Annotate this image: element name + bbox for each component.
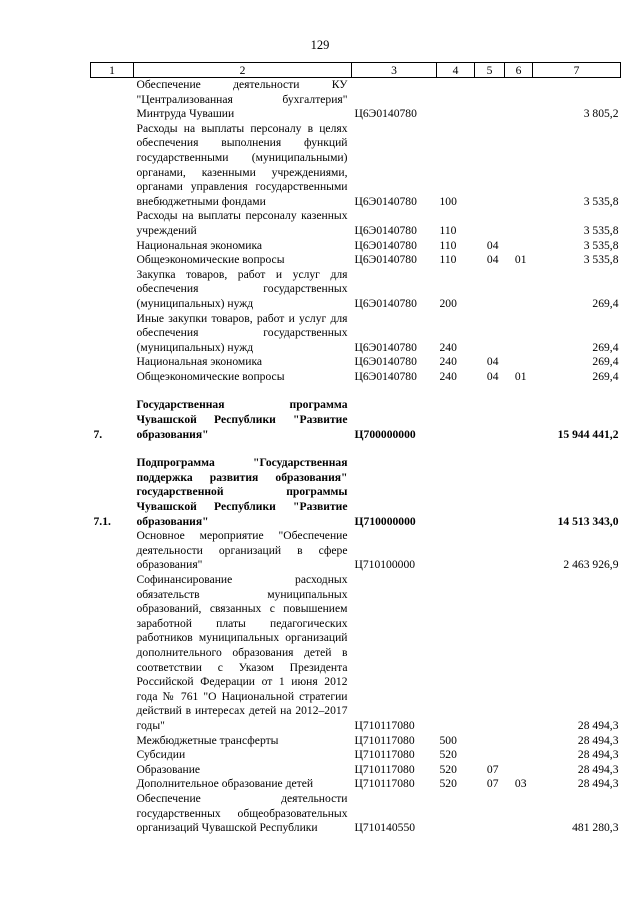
spacer-row	[91, 384, 621, 398]
section: 07	[486, 762, 499, 776]
row-number	[91, 78, 134, 122]
expense-type: 240	[439, 355, 457, 369]
column-header-name: 2	[134, 63, 352, 78]
budget-table	[90, 62, 621, 836]
target-code: Ц6Э0140780	[354, 369, 417, 383]
amount: 28 494,3	[577, 777, 619, 791]
target-code: Ц710117080	[354, 718, 415, 732]
subsection	[505, 239, 533, 254]
row-name: Национальная экономика	[136, 238, 263, 252]
amount: 269,4	[592, 369, 619, 383]
subsection	[505, 398, 533, 442]
section	[475, 456, 505, 529]
expense-type: 520	[439, 748, 457, 762]
table-row	[91, 239, 621, 254]
row-number	[91, 763, 134, 778]
section	[475, 209, 505, 238]
table-row	[91, 122, 621, 210]
table-row	[91, 370, 621, 385]
row-name: Закупка товаров, работ и услуг для обеспечения государственных (муниципальных) нужд	[136, 267, 348, 310]
row-name: Образование	[136, 762, 201, 776]
expense-type: 110	[439, 223, 457, 237]
expense-type: 110	[439, 238, 457, 252]
row-number	[91, 529, 134, 573]
table-row	[91, 792, 621, 836]
amount: 3 535,8	[583, 238, 619, 252]
section: 04	[486, 253, 499, 267]
amount: 3 535,8	[583, 194, 619, 208]
subsection	[505, 209, 533, 238]
row-number	[91, 355, 134, 370]
row-number: 7.	[93, 427, 103, 441]
target-code: Ц6Э0140780	[354, 107, 417, 121]
row-name: Национальная экономика	[136, 355, 263, 369]
section	[475, 573, 505, 734]
row-number: 7.1.	[93, 514, 111, 528]
row-number	[91, 122, 134, 210]
expense-type: 200	[439, 296, 457, 310]
section	[475, 792, 505, 836]
section	[475, 734, 505, 749]
target-code: Ц6Э0140780	[354, 253, 417, 267]
amount: 15 944 441,2	[557, 427, 619, 441]
subsection	[505, 122, 533, 210]
row-number	[91, 239, 134, 254]
expense-type	[437, 573, 475, 734]
subsection	[505, 573, 533, 734]
row-name: Расходы на выплаты персоналу казенных учреждений	[136, 209, 348, 237]
subsection	[505, 456, 533, 529]
row-name: Обеспечение деятельности государственных общеобразовательных организаций Чувашской Республики	[136, 791, 348, 835]
expense-type	[437, 398, 475, 442]
spacer-cell	[91, 384, 621, 398]
target-code: Ц6Э0140780	[354, 296, 417, 310]
row-number	[91, 777, 134, 792]
column-header-section: 5	[475, 63, 505, 78]
row-number	[91, 268, 134, 312]
column-header-number: 1	[91, 63, 134, 78]
table-row	[91, 456, 621, 529]
subsection	[505, 734, 533, 749]
amount: 481 280,3	[572, 821, 619, 835]
subsection	[505, 763, 533, 778]
amount: 2 463 926,9	[563, 558, 619, 572]
table-row	[91, 777, 621, 792]
page-number: 129	[310, 38, 330, 52]
target-code: Ц710100000	[354, 558, 416, 572]
amount: 28 494,3	[577, 733, 619, 747]
section	[475, 78, 505, 122]
amount: 28 494,3	[577, 762, 619, 776]
subsection: 01	[514, 369, 527, 383]
section	[475, 312, 505, 356]
amount: 28 494,3	[577, 718, 619, 732]
row-number	[91, 253, 134, 268]
expense-type: 500	[439, 733, 457, 747]
subsection	[505, 529, 533, 573]
spacer-row	[91, 442, 621, 456]
table-row	[91, 763, 621, 778]
subsection	[505, 792, 533, 836]
table-row	[91, 734, 621, 749]
table-row	[91, 209, 621, 238]
table-row	[91, 748, 621, 763]
expense-type	[437, 792, 475, 836]
row-name: Общеэкономические вопросы	[136, 253, 285, 267]
expense-type: 100	[439, 194, 457, 208]
amount: 269,4	[592, 355, 619, 369]
section	[475, 268, 505, 312]
table-row	[91, 253, 621, 268]
expense-type: 520	[439, 762, 457, 776]
subsection	[505, 78, 533, 122]
table-row	[91, 529, 621, 573]
section: 04	[486, 369, 499, 383]
column-header-subsection: 6	[505, 63, 533, 78]
target-code: Ц710117080	[354, 777, 415, 791]
row-name: Межбюджетные трансферты	[136, 733, 279, 747]
amount: 269,4	[592, 340, 619, 354]
subsection: 01	[514, 253, 527, 267]
target-code: Ц6Э0140780	[354, 355, 417, 369]
expense-type	[437, 456, 475, 529]
subsection	[505, 355, 533, 370]
section	[475, 748, 505, 763]
target-code: Ц6Э0140780	[354, 340, 417, 354]
expense-type: 520	[439, 777, 457, 791]
target-code: Ц710117080	[354, 748, 415, 762]
section	[475, 529, 505, 573]
target-code: Ц710140550	[354, 821, 416, 835]
column-header-row	[91, 63, 621, 78]
amount: 3 535,8	[583, 223, 619, 237]
section	[475, 398, 505, 442]
section: 04	[486, 355, 499, 369]
column-header-expense-type: 4	[437, 63, 475, 78]
section: 07	[486, 777, 499, 791]
row-number	[91, 734, 134, 749]
target-code: Ц700000000	[354, 427, 416, 441]
row-number	[91, 792, 134, 836]
expense-type: 240	[439, 340, 457, 354]
row-name: Расходы на выплаты персоналу в целях обеспечения выполнения функций государственными (муниципальными) органами, казенными учреждениями, органами управления государственными внебюджетными фондами	[136, 121, 348, 208]
column-header-amount: 7	[533, 63, 621, 78]
section	[475, 122, 505, 210]
row-name: Подпрограмма "Государственная поддержка развития образования" государственной программы Чувашской Республики "Развитие образования"	[136, 456, 348, 528]
table-row	[91, 355, 621, 370]
row-name: Основное мероприятие "Обеспечение деятельности организаций в сфере образования"	[136, 529, 348, 572]
subsection	[505, 312, 533, 356]
row-name: Общеэкономические вопросы	[136, 369, 285, 383]
section: 04	[486, 238, 499, 252]
amount: 3 535,8	[583, 253, 619, 267]
expense-type	[437, 529, 475, 573]
subsection	[505, 268, 533, 312]
spacer-cell	[91, 442, 621, 456]
row-name: Обеспечение деятельности КУ "Централизованная бухгалтерия" Минтруда Чувашии	[136, 78, 348, 121]
row-name: Субсидии	[136, 748, 186, 762]
table-row	[91, 398, 621, 442]
amount: 269,4	[592, 296, 619, 310]
table-body	[91, 78, 621, 836]
row-number	[91, 573, 134, 734]
table-row	[91, 312, 621, 356]
table-row	[91, 268, 621, 312]
subsection	[505, 748, 533, 763]
amount: 14 513 343,0	[557, 514, 619, 528]
row-name: Государственная программа Чувашской Республики "Развитие образования"	[136, 398, 348, 441]
table-row	[91, 573, 621, 734]
target-code: Ц6Э0140780	[354, 238, 417, 252]
row-name: Дополнительное образование детей	[136, 777, 314, 791]
row-name: Иные закупки товаров, работ и услуг для обеспечения государственных (муниципальных) нужд	[136, 311, 348, 354]
target-code: Ц710117080	[354, 762, 415, 776]
row-number	[91, 370, 134, 385]
column-header-target-code: 3	[352, 63, 437, 78]
row-number	[91, 209, 134, 238]
row-number	[91, 312, 134, 356]
target-code: Ц6Э0140780	[354, 223, 417, 237]
subsection: 03	[514, 777, 527, 791]
target-code: Ц710000000	[354, 514, 416, 528]
row-number	[91, 748, 134, 763]
amount: 3 805,2	[583, 107, 619, 121]
expense-type: 240	[439, 369, 457, 383]
row-name: Софинансирование расходных обязательств муниципальных образований, связанных с повышением заработной платы педагогических работников муниципальных организаций дополнительного образования детей в соответствии с Указом Президента Российской Федерации от 1 июня 2012 года № 761 "О Национальной стратегии действий в интересах детей на 2012–2017 годы"	[136, 573, 348, 732]
target-code: Ц710117080	[354, 733, 415, 747]
table-row	[91, 78, 621, 122]
expense-type: 110	[439, 253, 457, 267]
target-code: Ц6Э0140780	[354, 194, 417, 208]
amount: 28 494,3	[577, 748, 619, 762]
expense-type	[437, 78, 475, 122]
